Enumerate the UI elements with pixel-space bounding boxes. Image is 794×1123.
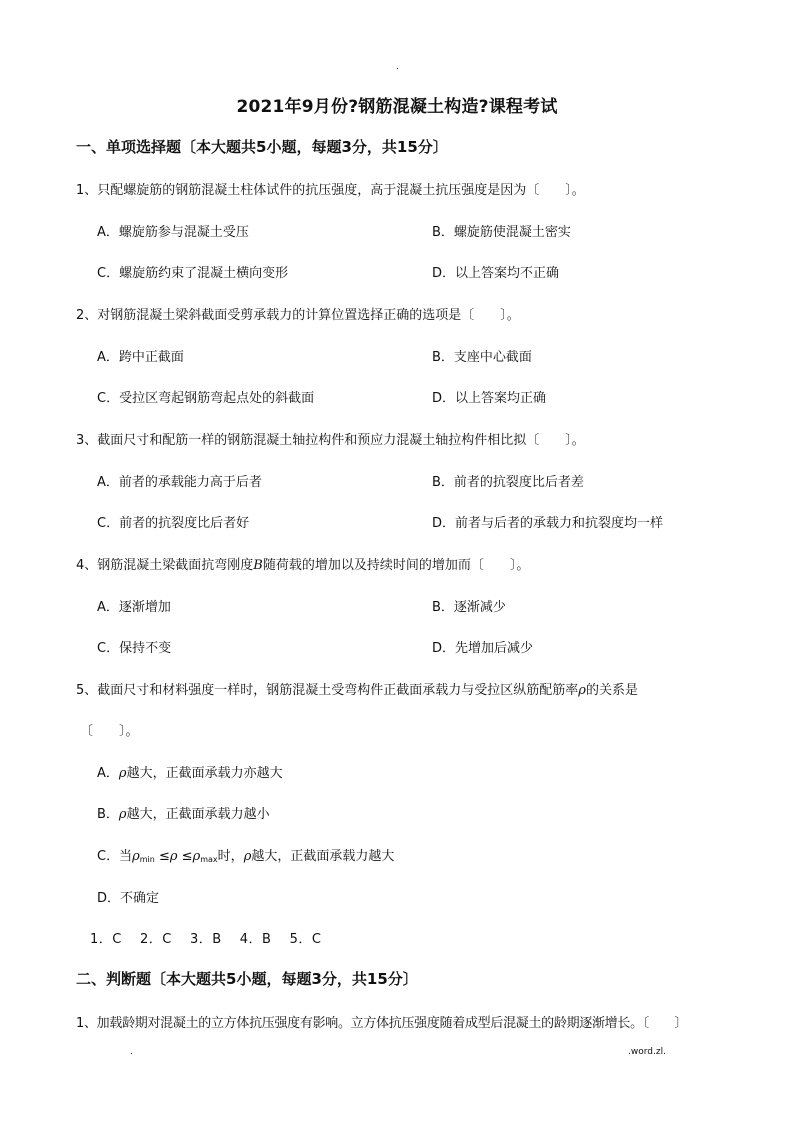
question-1-option-c: C．螺旋筋约束了混凝土横向变形 (97, 266, 289, 281)
question-5-stem-text-2: 的关系是 (585, 683, 638, 698)
rho-symbol: ρ (118, 807, 127, 822)
option-label: B． (97, 807, 119, 822)
question-3-option-d: D．前者与后者的承载力和抗裂度均一样 (432, 516, 664, 531)
question-4-option-b: B．逐渐减少 (432, 600, 506, 615)
question-2-option-c: C．受拉区弯起钢筋弯起点处的斜截面 (97, 391, 315, 406)
stiffness-symbol: B (253, 558, 263, 573)
rho-max-symbol: ρ (192, 849, 201, 864)
max-subscript: max (200, 855, 218, 864)
question-4-stem (76, 554, 529, 573)
question-5-stem-text-1: 5、截面尺寸和材料强度一样时，钢筋混凝土受弯构件正截面承载力与受拉区纵筋配筋率 (76, 683, 579, 698)
option-text-mid: 时， (217, 849, 244, 864)
judgment-question-1: 1、加载龄期对混凝土的立方体抗压强度有影响。立方体抗压强度随着成型后混凝土的龄期逐渐增长。〔 〕 (76, 1016, 688, 1031)
question-5-option-a (97, 762, 283, 781)
question-3-option-a: A．前者的承载能力高于后者 (97, 475, 262, 490)
question-4-stem-text-2: 随荷载的增加以及持续时间的增加而〔 〕。 (262, 558, 530, 573)
question-4-option-d: D．先增加后减少 (432, 641, 534, 656)
question-1-option-a: A．螺旋筋参与混凝土受压 (97, 225, 249, 240)
question-3-option-b: B．前者的抗裂度比后者差 (432, 475, 584, 490)
question-5-stem-line-2: 〔 〕。 (80, 724, 139, 739)
question-5-option-c (97, 845, 394, 864)
option-text: 越大，正截面承载力亦越大 (126, 766, 283, 781)
question-5-option-d: D．不确定 (97, 891, 160, 906)
question-1-option-d: D．以上答案均不正确 (432, 266, 560, 281)
answer-key: 1．C 2．C 3．B 4．B 5．C (90, 932, 322, 947)
question-4-option-c: C．保持不变 (97, 641, 172, 656)
footer-left-dot: . (130, 1047, 133, 1057)
question-5-option-b (97, 803, 270, 822)
rho-symbol: ρ (578, 683, 586, 698)
question-2-option-a: A．跨中正截面 (97, 350, 184, 365)
le-sign: ≤ (181, 849, 193, 864)
footer-watermark: .word.zl. (628, 1047, 666, 1057)
header-dot: . (396, 62, 399, 72)
question-1-option-b: B．螺旋筋使混凝土密实 (432, 225, 571, 240)
page-title: 2021年9月份?钢筋混凝土构造?课程考试 (236, 97, 558, 117)
option-text: 越大，正截面承载力越大 (251, 849, 395, 864)
question-1-stem: 1、只配螺旋筋的钢筋混凝土柱体试件的抗压强度，高于混凝土抗压强度是因为〔 〕。 (76, 183, 585, 198)
question-2-option-b: B．支座中心截面 (432, 350, 532, 365)
rho-symbol: ρ (169, 849, 178, 864)
question-2-option-d: D．以上答案均正确 (432, 391, 547, 406)
option-label: C．当 (97, 849, 133, 864)
le-sign: ≤ (158, 849, 170, 864)
section-1-heading: 一、单项选择题〔本大题共5小题，每题3分，共15分〕 (76, 138, 448, 156)
question-3-stem: 3、截面尺寸和配筋一样的钢筋混凝土轴拉构件和预应力混凝土轴拉构件相比拟〔 〕。 (76, 433, 585, 448)
question-4-stem-text-1: 4、钢筋混凝土梁截面抗弯刚度 (76, 558, 254, 573)
question-4-option-a: A．逐渐增加 (97, 600, 171, 615)
question-5-stem (76, 679, 638, 698)
question-3-option-c: C．前者的抗裂度比后者好 (97, 516, 250, 531)
rho-symbol: ρ (243, 849, 252, 864)
question-2-stem: 2、对钢筋混凝土梁斜截面受剪承载力的计算位置选择正确的选项是〔 〕。 (76, 308, 520, 323)
section-2-heading: 二、判断题〔本大题共5小题，每题3分，共15分〕 (76, 970, 418, 988)
option-label: A． (97, 766, 119, 781)
rho-symbol: ρ (118, 766, 127, 781)
rho-min-symbol: ρ (132, 849, 140, 864)
min-subscript: min (139, 855, 155, 864)
option-text: 越大，正截面承载力越小 (126, 807, 270, 822)
